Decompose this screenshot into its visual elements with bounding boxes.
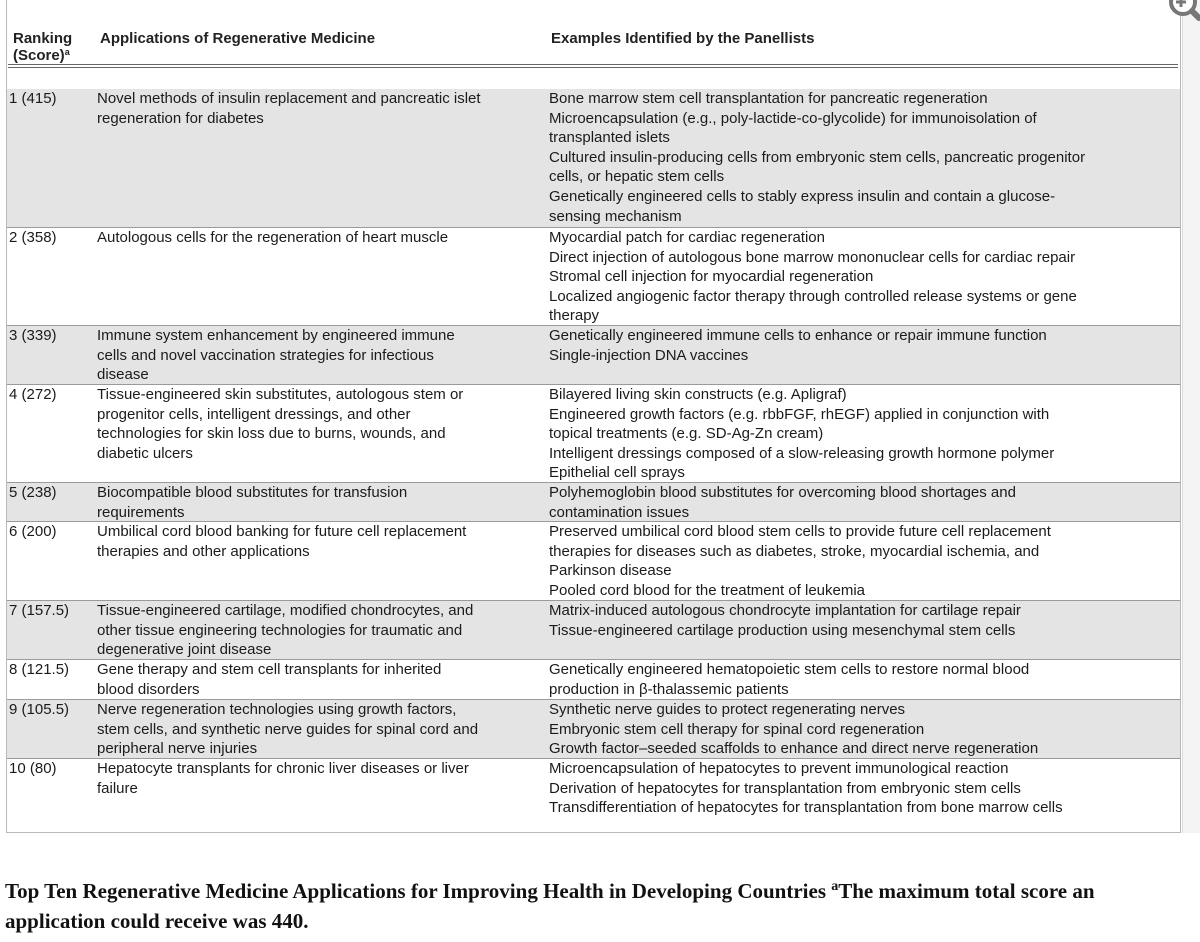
table-row	[7, 325, 1180, 384]
rank-cell: 6 (200)	[9, 523, 57, 540]
rank-cell: 9 (105.5)	[9, 701, 70, 718]
rank-cell: 5 (238)	[9, 484, 57, 501]
application-cell: Biocompatible blood substitutes for transfusion requirements	[97, 484, 408, 521]
ranking-label: Ranking	[13, 30, 73, 47]
examples-header: Examples Identified by the Panellists	[551, 30, 815, 47]
application-cell: Novel methods of insulin replacement and pancreatic islet regeneration for diabetes	[97, 90, 481, 127]
application-cell: Immune system enhancement by engineered immune cells and novel vaccination strategies for infectious disease	[97, 327, 455, 384]
examples-cell: Polyhemoglobin blood substitutes for overcoming blood shortages and contamination issues	[549, 484, 1016, 521]
caption-title: Top Ten Regenerative Medicine Applications for Improving Health in Developing Countries	[5, 879, 832, 903]
score-label: (Score)$^a$	[13, 47, 70, 64]
table-caption	[5, 876, 1185, 936]
header-rule	[8, 64, 1178, 65]
rank-cell: 1 (415)	[9, 90, 57, 107]
examples-cell: Synthetic nerve guides to protect regenerating nerves Embryonic stem cell therapy for spinal cord regeneration Growth factor–seeded scaffolds to enhance and direct nerve regeneration	[549, 701, 1039, 758]
table-row	[7, 227, 1180, 325]
examples-cell: Bone marrow stem cell transplantation for pancreatic regeneration Microencapsulation (e.g., poly-lactide-co-glycolide) for immunoisolation of transplanted islets Cultured insulin-producing cells from embryonic stem cells, pancreatic progenitor cells, or hepatic stem cells Genetically engineered cells to stably express insulin and contain a glucose- sensing mechanism	[549, 90, 1086, 225]
examples-cell: Bilayered living skin constructs (e.g. Apligraf) Engineered growth factors (e.g. rbbFGF, rhEGF) applied in conjunction with topical treatments (e.g. SD-Ag-Zn cream) Intelligent dressings composed of a slow-releasing growth hormone polymer Epithelial cell sprays	[549, 386, 1055, 482]
examples-cell: Genetically engineered immune cells to enhance or repair immune function Single-injection DNA vaccines	[549, 327, 1047, 364]
table-row	[7, 600, 1180, 659]
table-row	[7, 758, 1180, 824]
table-row	[7, 521, 1180, 600]
table-row	[7, 659, 1180, 699]
examples-cell: Microencapsulation of hepatocytes to prevent immunological reaction Derivation of hepatocytes for transplantation from embryonic stem cells Transdifferentiation of hepatocytes for transplantation from bone marrow cells	[549, 760, 1063, 817]
rank-cell: 10 (80)	[9, 760, 57, 777]
caption-footnote-marker: a	[831, 879, 839, 894]
examples-cell: Matrix-induced autologous chondrocyte implantation for cartilage repair Tissue-engineered cartilage production using mesenchymal stem cells	[549, 602, 1021, 639]
table-row	[7, 699, 1180, 758]
rank-cell: 4 (272)	[9, 386, 57, 403]
rank-cell: 2 (358)	[9, 229, 57, 246]
application-cell: Tissue-engineered cartilage, modified chondrocytes, and other tissue engineering technologies for traumatic and degenerative joint disease	[97, 602, 474, 659]
scrollbar[interactable]	[1182, 0, 1200, 833]
examples-cell: Myocardial patch for cardiac regeneration Direct injection of autologous bone marrow mononuclear cells for cardiac repair Stromal cell injection for myocardial regeneration Localized angiogenic factor therapy through controlled release systems or gene therapy	[549, 229, 1077, 325]
application-cell: Umbilical cord blood banking for future cell replacement therapies and other applications	[97, 523, 467, 560]
application-cell: Tissue-engineered skin substitutes, autologous stem or progenitor cells, intelligent dressings, and other technologies for skin loss due to burns, wounds, and diabetic ulcers	[97, 386, 464, 462]
examples-cell: Genetically engineered hematopoietic stem cells to restore normal blood production in β-thalassemic patients	[549, 661, 1030, 698]
application-cell: Hepatocyte transplants for chronic liver diseases or liver failure	[97, 760, 469, 797]
header-rule	[8, 67, 1178, 68]
score-footnote-marker: a	[64, 47, 70, 57]
caption-note: The maximum total score an application could receive was 440.	[5, 879, 1095, 933]
table-row	[7, 89, 1180, 227]
rank-cell: 3 (339)	[9, 327, 57, 344]
zoom-button[interactable]	[1162, 0, 1200, 24]
rank-cell: 8 (121.5)	[9, 661, 70, 678]
table-row	[7, 384, 1180, 482]
table-body	[7, 89, 1180, 824]
ranking-header	[13, 30, 93, 64]
table-row	[7, 482, 1180, 521]
applications-header: Applications of Regenerative Medicine	[100, 30, 376, 47]
application-cell: Nerve regeneration technologies using growth factors, stem cells, and synthetic nerve guides for spinal cord and peripheral nerve injuries	[97, 701, 479, 758]
application-cell: Gene therapy and stem cell transplants for inherited blood disorders	[97, 661, 442, 698]
rank-cell: 7 (157.5)	[9, 602, 70, 619]
application-cell: Autologous cells for the regeneration of heart muscle	[97, 229, 449, 246]
examples-cell: Preserved umbilical cord blood stem cells to provide future cell replacement therapies for diseases such as diabetes, stroke, myocardial ischemia, and Parkinson disease Pooled cord blood for the treatment of leukemia	[549, 523, 1051, 599]
zoom-in-icon	[1162, 0, 1200, 24]
